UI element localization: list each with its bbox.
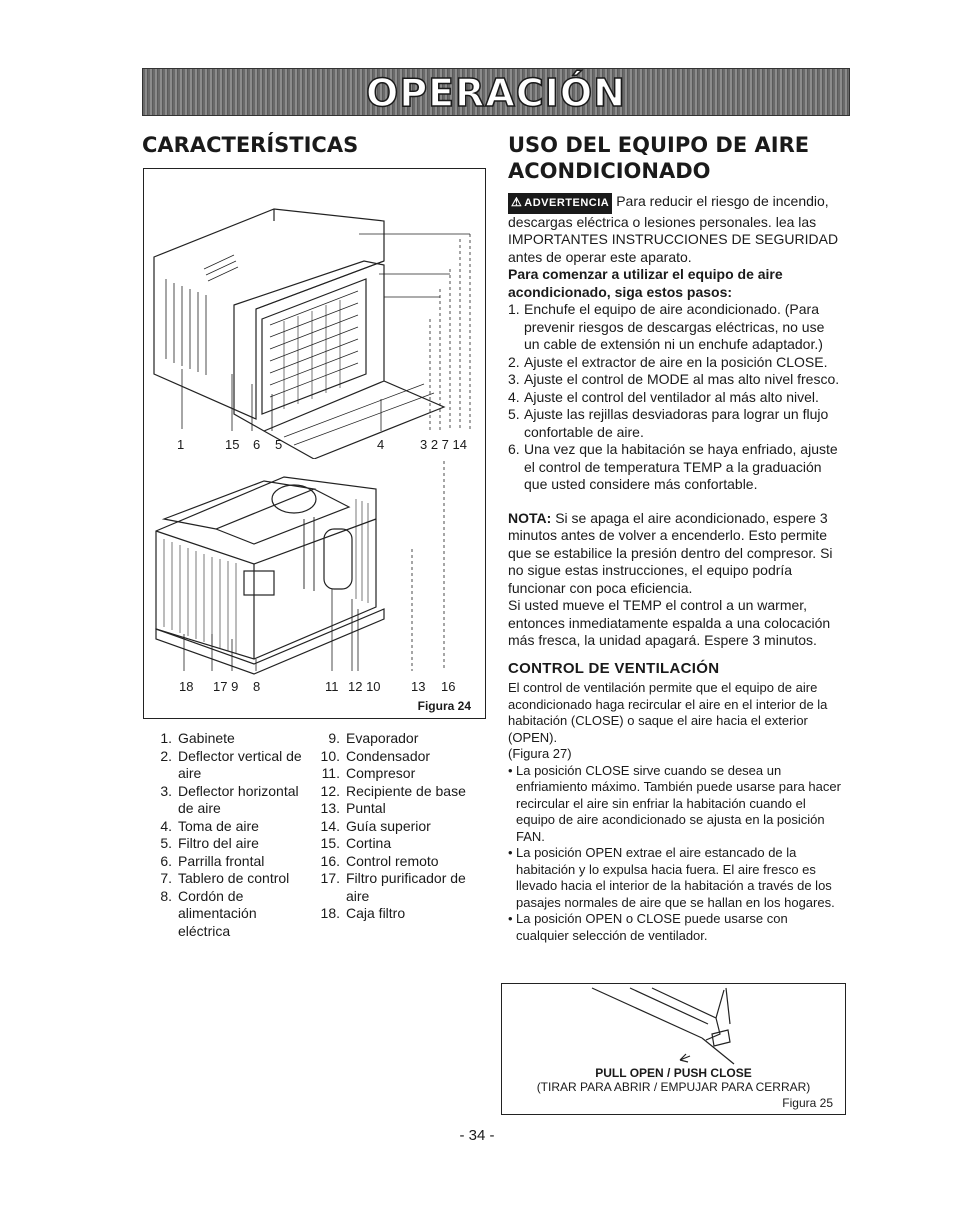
figure-25-label: Figura 25: [782, 1096, 833, 1110]
list-item: • La posición OPEN extrae el aire estancado de la habitación y lo expulsa hacia fuera. El aire fresco es llevado hacia el interior de la habitación a través de los pasajes normales de aire que se hallan en los hogares.: [508, 845, 835, 910]
list-item: • La posición OPEN o CLOSE puede usarse con cualquier selección de ventilador.: [508, 911, 788, 943]
figure-25-caption-english: PULL OPEN / PUSH CLOSE: [595, 1066, 752, 1080]
warning-paragraph: [508, 193, 843, 266]
section-banner: [142, 68, 850, 116]
note-paragraph: [508, 510, 843, 598]
list-item: 1. Enchufe el equipo de aire acondicionado. (Para prevenir riesgos de descargas eléctricas, no use un cable de extensión ni un enchufe adaptador.): [508, 301, 825, 352]
start-heading: Para comenzar a utilizar el equipo de aire acondicionado, siga estos pasos:: [508, 266, 783, 300]
figure-24: [143, 168, 486, 719]
usage-body: [508, 193, 843, 944]
list-item: 9. Evaporador: [328, 730, 419, 746]
list-item: 13. Puntal: [320, 800, 386, 816]
note-text: Si se apaga el aire acondicionado, espere 3 minutos antes de volver a encenderlo. Esto permite que se estabilice la presión dentro del compresor. Si no sigue estas instrucciones, el equipo podría funcionar con poca eficiencia.: [508, 509, 833, 596]
parts-list-col2: [310, 730, 490, 923]
ventilation-bullets: [508, 763, 843, 945]
list-item: 6. Parrilla frontal: [160, 852, 265, 869]
list-item: 6. Una vez que la habitación se haya enfriado, ajuste el control de temperatura TEMP a la graduación que usted considere más confortable.: [508, 441, 838, 492]
figure-24-caption: Figura 24: [417, 699, 471, 713]
ac-unit-internal-illustration: [144, 459, 485, 689]
list-item: 2. Ajuste el extractor de aire en la posición CLOSE.: [508, 353, 828, 370]
callout-12-10: 12 10: [348, 679, 381, 694]
figure-25-caption-spanish: (TIRAR PARA ABRIR / EMPUJAR PARA CERRAR): [536, 1080, 811, 1094]
list-item: 17. Filtro purificador de aire: [320, 870, 466, 904]
steps-list: [508, 301, 843, 494]
vent-lever-illustration: [502, 984, 845, 1066]
features-heading: CARACTERÍSTICAS: [142, 133, 359, 157]
list-item: 4. Ajuste el control del ventilador al más alto nivel.: [508, 388, 819, 405]
callout-8: 8: [253, 679, 261, 694]
list-item: 2. Deflector vertical de aire: [160, 747, 302, 781]
warning-badge: ⚠ ADVERTENCIA: [508, 193, 612, 214]
ventilation-heading: CONTROL DE VENTILACIÓN: [508, 659, 720, 677]
list-item: 15. Cortina: [320, 835, 392, 851]
list-item: 12. Recipiente de base: [320, 782, 466, 799]
page-number: - 34 -: [459, 1127, 495, 1144]
usage-heading-line1: USO DEL EQUIPO DE AIRE: [508, 133, 810, 157]
callout-3-2-7-14: 3 2 7 14: [420, 437, 467, 452]
list-item: 5. Ajuste las rejillas desviadoras para lograr un flujo confortable de aire.: [508, 406, 829, 440]
list-item: 16. Control remoto: [320, 852, 439, 869]
callout-17-9: 17 9: [213, 679, 239, 694]
callout-6: 6: [253, 437, 261, 452]
ventilation-intro: El control de ventilación permite que el equipo de aire acondicionado haga recircular el aire en el interior de la habitación (CLOSE) o saque el aire hacia el exterior (OPEN).: [508, 680, 828, 745]
list-item: • La posición CLOSE sirve cuando se desea un enfriamiento máximo. También puede usarse para hacer recircular el aire sin enfriar la habitación cuando el equipo de aire acondicionado se ajusta en la posición FAN.: [508, 762, 841, 844]
callout-18: 18: [179, 679, 194, 694]
list-item: 18. Caja filtro: [320, 905, 406, 921]
usage-heading-line2: ACONDICIONADO: [508, 159, 711, 183]
callout-13: 13: [411, 679, 426, 694]
callout-11: 11: [325, 679, 339, 694]
list-item: 5. Filtro del aire: [160, 835, 259, 851]
list-item: 3. Ajuste el control de MODE al mas alto nivel fresco.: [508, 371, 840, 387]
list-item: 1. Gabinete: [160, 730, 235, 746]
list-item: 4. Toma de aire: [160, 817, 259, 834]
list-item: 10. Condensador: [320, 747, 431, 764]
ac-unit-front-illustration: [144, 169, 485, 459]
note-text-2: Si usted mueve el TEMP el control a un warmer, entonces inmediatamente espalda a una colocación más fresca, la unidad apagará. Espere 3 minutos.: [508, 597, 831, 648]
list-item: 14. Guía superior: [320, 817, 431, 834]
list-item: 7. Tablero de control: [160, 870, 290, 886]
list-item: 8. Cordón de alimentación eléctrica: [160, 887, 257, 939]
list-item: 11. Compresor: [321, 765, 416, 781]
callout-5: 5: [275, 437, 283, 452]
callout-1: 1: [177, 437, 185, 452]
parts-list-col1: [142, 730, 307, 940]
list-item: 3. Deflector horizontal de aire: [160, 782, 299, 816]
banner-title: OPERACIÓN: [366, 71, 626, 115]
callout-4: 4: [377, 437, 385, 452]
usage-heading: [508, 132, 809, 184]
figure-25: [501, 983, 846, 1115]
warning-triangle-icon: ⚠: [511, 195, 523, 209]
ventilation-figure-ref: (Figura 27): [508, 746, 572, 761]
warning-text: Para reducir el riesgo de incendio, descargas eléctrica o lesiones personales. lea las IMPORTANTES INSTRUCCIONES DE SEGURIDAD antes de operar este aparato.: [508, 193, 839, 265]
callout-15: 15: [225, 437, 240, 452]
callout-16: 16: [441, 679, 456, 694]
note-label: NOTA:: [508, 509, 552, 526]
